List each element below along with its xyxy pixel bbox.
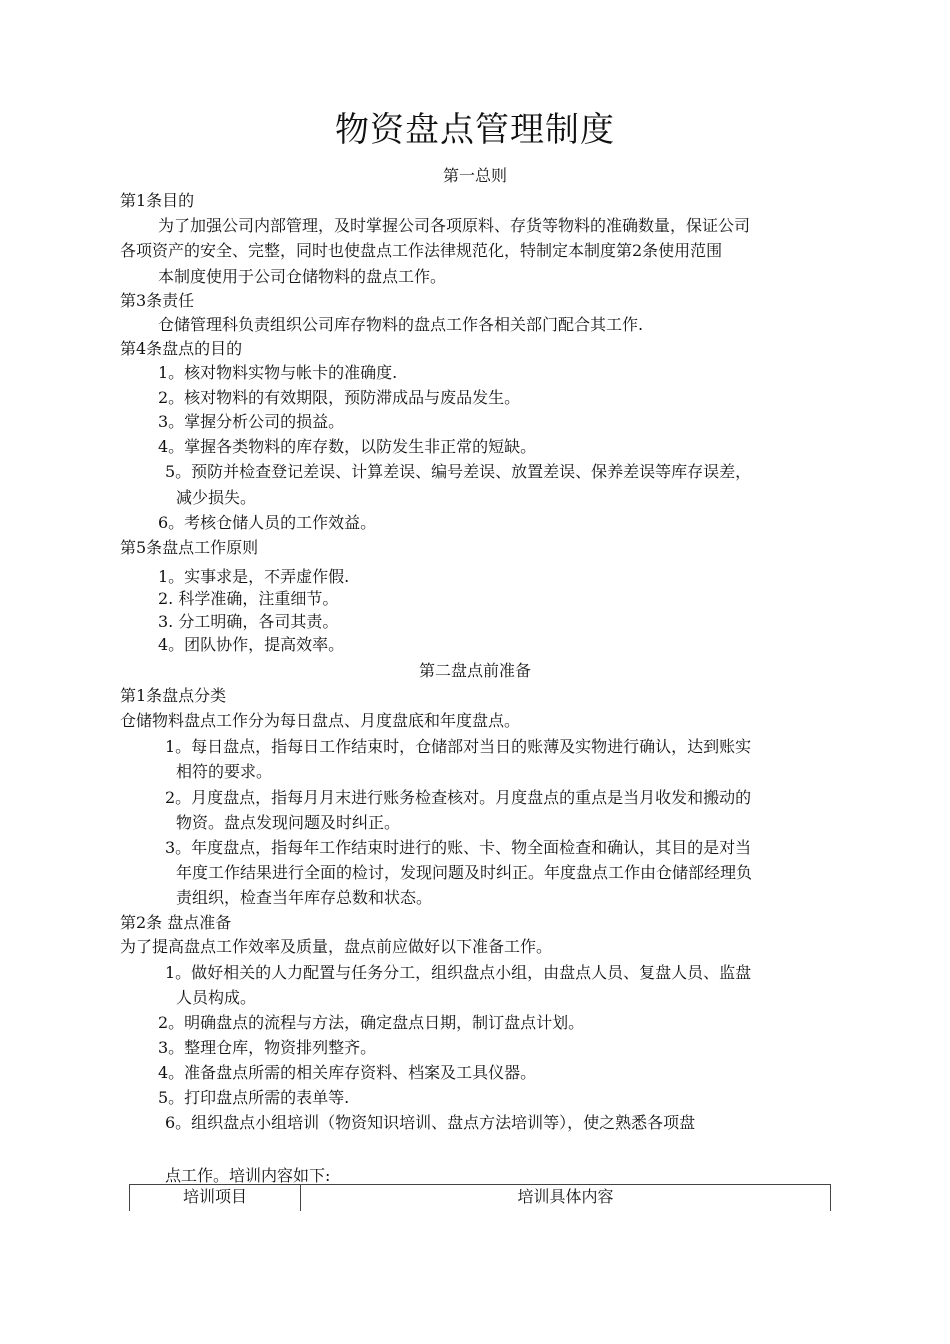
list-item: 1。做好相关的人力配置与任务分工，组织盘点小组，由盘点人员、复盘人员、监盘 — [165, 963, 752, 982]
list-item: 4。团队协作，提高效率。 — [158, 635, 345, 654]
paragraph-line: 各项资产的安全、完整，同时也使盘点工作法律规范化，特制定本制度第2条使用范围 — [120, 241, 723, 260]
article-heading: 第5条盘点工作原则 — [120, 538, 259, 557]
table-header-training-content: 培训具体内容 — [517, 1187, 614, 1206]
list-item: 3。掌握分析公司的损益。 — [158, 412, 345, 431]
list-item: 5。打印盘点所需的表单等. — [158, 1088, 350, 1107]
list-item-continued: 人员构成。 — [176, 988, 257, 1007]
article-heading: 第2条 盘点准备 — [120, 913, 232, 932]
document-title: 物资盘点管理制度 — [335, 110, 615, 150]
paragraph-line: 本制度使用于公司仓储物料的盘点工作。 — [158, 267, 447, 286]
list-item: 1。实事求是，不弄虚作假. — [158, 567, 350, 586]
list-item: 6。考核仓储人员的工作效益。 — [158, 513, 377, 532]
list-item: 4。准备盘点所需的相关库存资料、档案及工具仪器。 — [158, 1063, 537, 1082]
list-item: 5。预防并检查登记差误、计算差误、编号差误、放置差误、保养差误等库存误差， — [165, 462, 752, 481]
article-heading: 第1条目的 — [120, 191, 195, 210]
list-item: 4。掌握各类物料的库存数，以防发生非正常的短缺。 — [158, 437, 537, 456]
list-item: 2。核对物料的有效期限，预防滞成品与废品发生。 — [158, 388, 521, 407]
paragraph-line: 为了提高盘点工作效率及质量，盘点前应做好以下准备工作。 — [120, 937, 553, 956]
training-table — [129, 1184, 831, 1211]
article-heading: 第4条盘点的目的 — [120, 339, 243, 358]
table-header-training-item: 培训项目 — [130, 1185, 301, 1211]
list-item: 2。明确盘点的流程与方法，确定盘点日期，制订盘点计划。 — [158, 1013, 585, 1032]
list-item: 2。月度盘点，指每月月末进行账务检查核对。月度盘点的重点是当月收发和搬动的 — [165, 788, 752, 807]
list-item-continued: 点工作。培训内容如下: — [165, 1166, 331, 1185]
list-item: 3. 分工明确，各司其责。 — [158, 612, 339, 631]
list-item: 1。每日盘点，指每日工作结束时，仓储部对当日的账薄及实物进行确认，达到账实 — [165, 737, 752, 756]
list-item: 3。整理仓库，物资排列整齐。 — [158, 1038, 377, 1057]
section-heading-2: 第二盘点前准备 — [418, 661, 531, 680]
list-item: 3。年度盘点，指每年工作结束时进行的账、卡、物全面检查和确认，其目的是对当 — [165, 838, 752, 857]
list-item-continued: 相符的要求。 — [176, 762, 273, 781]
paragraph-line: 仓储管理科负责组织公司库存物料的盘点工作各相关部门配合其工作. — [158, 315, 644, 334]
paragraph-line: 仓储物料盘点工作分为每日盘点、月度盘底和年度盘点。 — [120, 711, 521, 730]
article-heading: 第3条责任 — [120, 291, 195, 310]
article-heading: 第1条盘点分类 — [120, 686, 227, 705]
paragraph-line: 为了加强公司内部管理，及时掌握公司各项原料、存货等物料的准确数量，保证公司 — [158, 216, 751, 235]
list-item-continued: 减少损失。 — [176, 488, 257, 507]
list-item: 2. 科学准确，注重细节。 — [158, 589, 339, 608]
list-item-continued: 物资。盘点发现问题及时纠正。 — [176, 813, 401, 832]
section-heading-1: 第一总则 — [442, 166, 507, 185]
list-item-continued: 责组织，检查当年库存总数和状态。 — [176, 888, 433, 907]
list-item: 6。组织盘点小组培训（物资知识培训、盘点方法培训等），使之熟悉各项盘 — [165, 1113, 696, 1132]
list-item: 1。核对物料实物与帐卡的准确度. — [158, 363, 398, 382]
list-item-continued: 年度工作结果进行全面的检讨，发现问题及时纠正。年度盘点工作由仓储部经理负 — [176, 863, 753, 882]
